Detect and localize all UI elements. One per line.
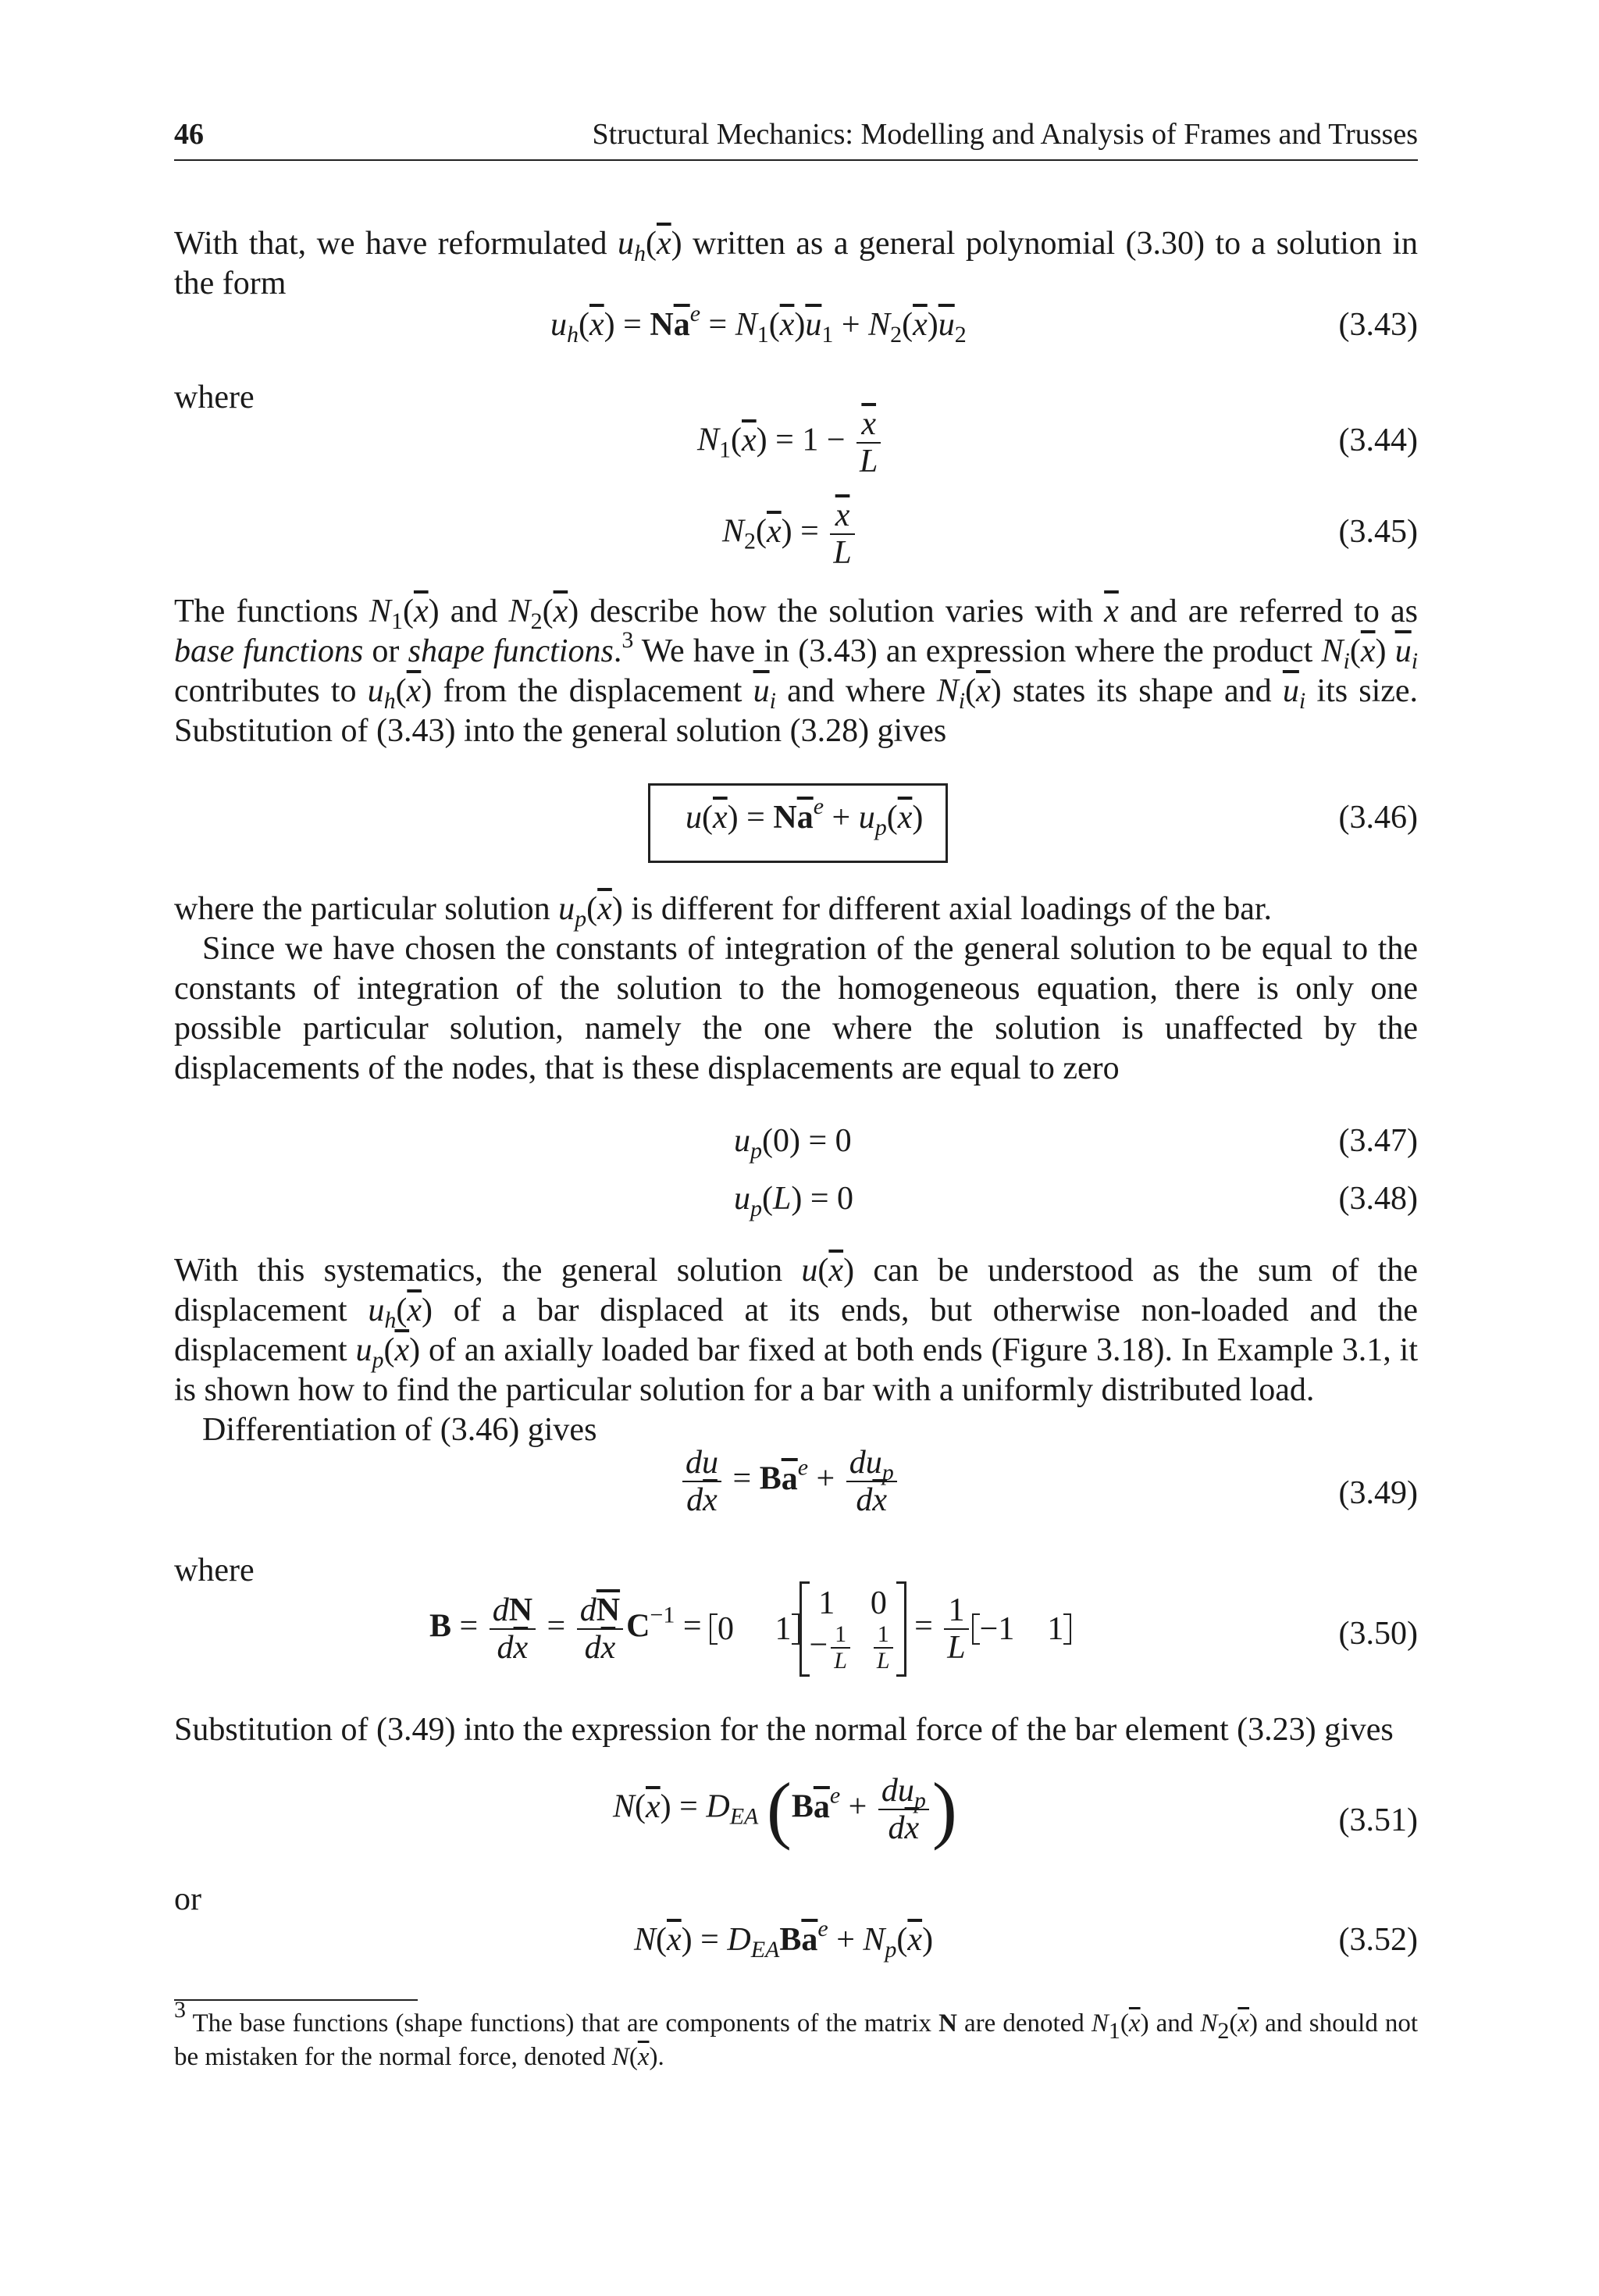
equation-number: (3.45) bbox=[1338, 514, 1418, 550]
equation-number: (3.51) bbox=[1338, 1802, 1418, 1838]
equation-3-43: $u_h(\overline{x}) = N\overline{a}^e = N_1(\overline{x})\overline{u}_1 + N_2(\overline{x})\overline{u}_2$ bbox=[550, 301, 967, 348]
page-number: 46 bbox=[174, 118, 204, 151]
equation-3-45: $N_2(\overline{x})$ = $\frac{\overline{x}}{L}$ bbox=[722, 497, 858, 571]
equation-number: (3.46) bbox=[1338, 800, 1418, 836]
running-title: Structural Mechanics: Modelling and Analysis of Frames and Trusses bbox=[592, 118, 1418, 151]
footnote-rule bbox=[174, 1999, 418, 2001]
equation-number: (3.44) bbox=[1338, 422, 1418, 458]
equation-3-47: $u_p(0) = 0$ bbox=[734, 1123, 852, 1164]
equation-3-49: $\frac{du}{d\overline{x}}$ = $B\overline{a}^e$ + $\frac{du_p}{d\overline{x}}$ bbox=[679, 1445, 900, 1518]
equation-number: (3.52) bbox=[1338, 1922, 1418, 1958]
equation-3-44: $N_1(\overline{x}) = 1$ − $\frac{\overline{x}}{L}$ bbox=[697, 406, 884, 480]
equation-3-51: $N(\overline{x}) = D_{EA}$ ($B\overline{a}^e$ + $\frac{du_p}{d\overline{x}}$ ) bbox=[613, 1767, 957, 1851]
or-label: or bbox=[174, 1881, 201, 1917]
equation-number: (3.49) bbox=[1338, 1475, 1418, 1511]
footnote: $^3$ The base functions (shape functions) that are components of the matrix N are denoted $N_1(\overline{x})$ and $N_2(\overline{x})$ and should not be mistaken for the normal force, denoted $N(\overline{x})$. bbox=[174, 1997, 1419, 2071]
paragraph-intro: With that, we have reformulated $u_h(\overline{x})$ written as a general polynomial (3.30) to a solution in the form bbox=[174, 226, 1419, 301]
page-header bbox=[174, 117, 1418, 161]
equation-number: (3.47) bbox=[1338, 1123, 1418, 1159]
equation-3-50: B = $\frac{dN}{d\overline{x}}$ = $\frac{d\overline{N}}{d\overline{x}}$ $C^{-1} = 0$ 1 1 0 − $\frac{1}{L}$ $\frac{1}{L}$ = $\frac{1}{L}$ −1 1 bbox=[429, 1581, 1071, 1677]
equation-number: (3.43) bbox=[1338, 307, 1418, 343]
paragraph-particular: where the particular solution $u_p(\overline{x})$ is different for different axial loadings of the bar. bbox=[174, 891, 1273, 932]
equation-3-52: $N(\overline{x}) = D_{EA}B\overline{a}^e + N_p(\overline{x})$ bbox=[634, 1916, 934, 1963]
equation-number: (3.48) bbox=[1338, 1181, 1418, 1217]
where-label: where bbox=[174, 380, 255, 415]
paragraph-normal-force: Substitution of (3.49) into the expression for the normal force of the bar element (3.23) gives bbox=[174, 1712, 1394, 1748]
paragraph-constants: Since we have chosen the constants of integration of the general solution to be equal to the constants of integration of the solution to the homogeneous equation, there is only one possible particular solution, namely the one where the solution is unaffected by the displacements of the nodes, that is these displacements are equal to zero bbox=[174, 931, 1418, 1086]
paragraph-differentiation: Differentiation of (3.46) gives bbox=[202, 1412, 597, 1448]
equation-number: (3.50) bbox=[1338, 1616, 1418, 1652]
paragraph-systematics: With this systematics, the general solution $u(\overline{x})$ can be understood as the sum of the displacement $u_h(\overline{x})$ of a bar displaced at its ends, but otherwise non-loaded and the displacement $u_p(\overline{x})$ of an axially loaded bar fixed at both ends (Figure 3.18). In Example 3.1, it is shown how to find the particular solution for a bar with a uniformly distributed load. bbox=[174, 1253, 1419, 1408]
where-label: where bbox=[174, 1553, 255, 1588]
equation-3-46: $u(\overline{x}) = N\overline{a}^e + u_p(\overline{x})$ bbox=[686, 793, 924, 840]
paragraph-base-functions: The functions $N_1(\overline{x})$ and $N_2(\overline{x})$ describe how the solution varies with $\overline{x}$ and are referred to as base functions or shape functions.$^3$ We have in (3.43) an expression where the product $N_i(\overline{x})$ $\overline{u}_i$ contributes to $u_h(\overline{x})$ from the displacement $\overline{u}_i$ and where $N_i(\overline{x})$ states its shape and $\overline{u}_i$ its size. Substitution of (3.43) into the general solution (3.28) gives bbox=[174, 594, 1419, 749]
equation-3-48: $u_p(L) = 0$ bbox=[734, 1181, 854, 1221]
